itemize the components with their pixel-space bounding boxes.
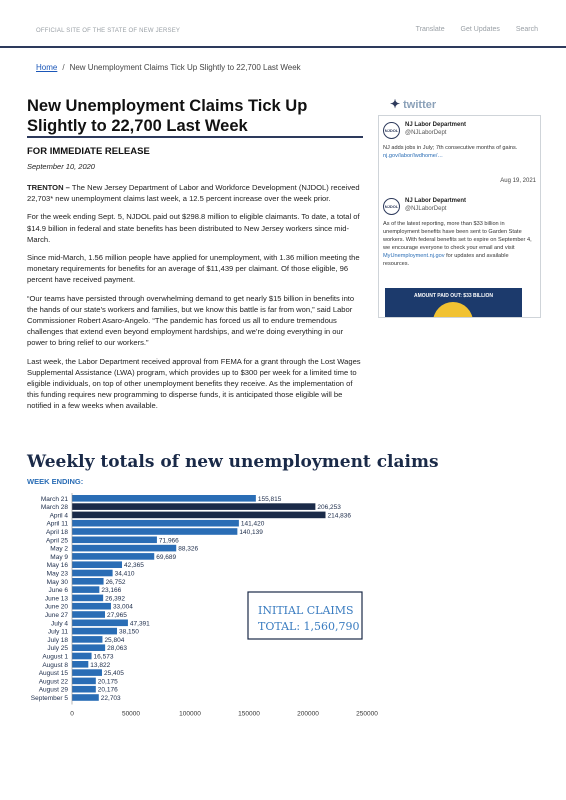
- bar: [72, 603, 111, 610]
- total-claims-line-1: INITIAL CLAIMS: [258, 604, 354, 617]
- bar: [72, 553, 154, 560]
- value-label: 34,410: [114, 570, 135, 578]
- value-label: 155,815: [257, 495, 282, 503]
- bar: [72, 678, 96, 685]
- official-site-label: OFFICIAL SITE OF THE STATE OF NEW JERSEY: [36, 28, 181, 34]
- category-label: May 2: [50, 545, 68, 553]
- value-label: 71,966: [158, 537, 179, 545]
- paragraph-4: “Our teams have persisted through overwhelming demand to get nearly $15 billion in benefits into the hands of our state’s workers and families, but we know this battle is far from won,” said Labor Commissioner Robert Asaro-Angelo. “The pandemic has forced us all to endure tremendous challenges that extend even beyond employment hardships, and we’re doing everything in our power to bring relief to our workers.”: [27, 293, 355, 348]
- value-label: 69,689: [156, 553, 177, 561]
- category-label: March 21: [40, 495, 68, 503]
- category-label: July 25: [47, 645, 68, 653]
- value-label: 88,326: [178, 545, 199, 553]
- category-label: April 4: [49, 512, 68, 520]
- dateline: TRENTON –: [27, 183, 70, 192]
- bar: [72, 528, 237, 535]
- tweet-author-name[interactable]: NJ Labor Department: [405, 198, 467, 204]
- category-label: June 13: [44, 595, 68, 603]
- bar: [72, 578, 104, 585]
- bar: [72, 669, 102, 676]
- value-label: 38,150: [119, 628, 139, 636]
- paragraph-5: Last week, the Labor Department received approval from FEMA for a grant through the Lost Wages Supplemental Assistance (LWA) program, which provides up to $300 per week for a limited time to eligible individuals, on top of other unemployment benefits they receive. As the implementation of this funding requires new programming to disperse funds, it is anticipated those eligible will be notified in a few weeks when available.: [27, 356, 361, 411]
- value-label: 206,253: [317, 504, 341, 512]
- category-label: July 18: [47, 636, 68, 644]
- x-tick-label: 50000: [121, 710, 141, 718]
- weekly-claims-chart: [0, 488, 400, 728]
- avatar: NJDOL: [383, 198, 400, 215]
- bar: [72, 537, 157, 544]
- tweet-author-name[interactable]: NJ Labor Department: [405, 122, 467, 128]
- bar: [72, 694, 99, 701]
- category-label: May 30: [46, 578, 68, 586]
- total-claims-line-2: TOTAL: 1,560,790: [258, 620, 360, 633]
- site-header: [0, 0, 566, 48]
- value-label: 25,804: [104, 636, 125, 644]
- bar: [72, 686, 96, 693]
- tweet-body-end: for updates and available resources.: [383, 253, 509, 267]
- value-label: 42,365: [123, 562, 144, 570]
- x-tick-label: 250000: [356, 710, 378, 718]
- bar: [72, 561, 122, 568]
- search-link[interactable]: Search: [515, 26, 538, 33]
- bar: [72, 503, 315, 510]
- bar: [72, 520, 239, 527]
- top-nav: [402, 26, 538, 33]
- category-label: August 8: [42, 661, 68, 669]
- tweet-text: [383, 220, 533, 268]
- bar: [72, 644, 105, 651]
- x-tick-label: 0: [70, 710, 74, 718]
- tweet-link[interactable]: nj.gov/labor/lwdhome/…: [383, 153, 444, 159]
- twitter-feed[interactable]: [378, 115, 541, 318]
- value-label: 214,836: [327, 512, 352, 520]
- tweet-author-handle[interactable]: @NJLaborDept: [405, 130, 447, 136]
- category-label: July 4: [51, 620, 68, 628]
- bar: [72, 495, 256, 502]
- category-label: August 15: [38, 670, 68, 678]
- category-label: April 11: [46, 520, 68, 528]
- breadcrumb-home-link[interactable]: Home: [36, 63, 58, 72]
- category-label: August 29: [38, 686, 68, 694]
- breadcrumb-current: New Unemployment Claims Tick Up Slightly to 22,700 Last Week: [69, 63, 301, 72]
- value-label: 27,965: [106, 612, 127, 619]
- tweet-text: [383, 144, 533, 160]
- x-tick-label: 150000: [238, 710, 260, 718]
- chart-heading: Weekly totals of new unemployment claims: [27, 452, 439, 472]
- breadcrumb: [36, 63, 301, 72]
- category-label: August 1: [42, 653, 68, 661]
- twitter-heading-text: twitter: [403, 99, 437, 111]
- twitter-bird-icon: ✦: [390, 97, 401, 111]
- bar: [72, 628, 117, 635]
- category-label: March 28: [40, 504, 68, 512]
- value-label: 25,405: [103, 670, 124, 678]
- category-label: May 9: [50, 553, 68, 561]
- paragraph-1-text: The New Jersey Department of Labor and Workforce Development (NJDOL) received 22,703* new unemployment claims last week, a 12.5 percent increase over the week prior.: [27, 183, 360, 204]
- value-label: 28,063: [107, 645, 128, 653]
- tweet-link[interactable]: MyUnemployment.nj.gov: [383, 253, 445, 259]
- category-label: July 11: [47, 628, 68, 636]
- value-label: 16,573: [93, 653, 114, 661]
- x-tick-label: 100000: [179, 710, 201, 718]
- value-label: 22,703: [100, 695, 121, 702]
- bar: [72, 586, 99, 593]
- category-label: September 5: [30, 695, 68, 702]
- bar: [72, 611, 105, 618]
- bar: [72, 661, 88, 668]
- value-label: 141,420: [240, 520, 265, 528]
- tweet-author-handle[interactable]: @NJLaborDept: [405, 206, 447, 212]
- twitter-heading: [390, 97, 436, 111]
- category-label: June 6: [48, 587, 68, 595]
- paragraph-2: For the week ending Sept. 5, NJDOL paid out $298.8 million to eligible claimants. To date, a total of $14.9 billion in federal and state benefits has been distributed to New Jersey workers since mid-March.: [27, 212, 360, 244]
- category-label: June 20: [44, 603, 68, 611]
- tweet-date: Aug 19, 2021: [500, 178, 536, 184]
- category-label: May 16: [46, 562, 68, 570]
- translate-link[interactable]: Translate: [415, 26, 445, 33]
- category-label: June 27: [44, 612, 68, 619]
- bar: [72, 512, 326, 519]
- bar: [72, 545, 176, 552]
- avatar: NJDOL: [383, 122, 400, 139]
- bar: [72, 620, 128, 627]
- release-label: FOR IMMEDIATE RELEASE: [27, 146, 150, 157]
- value-label: 23,166: [101, 587, 122, 595]
- paragraph-3: Since mid-March, 1.56 million people have applied for unemployment, with 1.36 million meeting the monetary requirements for benefits for an average of $11,439 per claimant. Of those eligible, 96 percent have received payment.: [27, 253, 360, 285]
- release-date: September 10, 2020: [27, 162, 95, 171]
- value-label: 26,752: [105, 578, 126, 586]
- value-label: 47,391: [129, 620, 150, 628]
- page-title: New Unemployment Claims Tick Up Slightly to 22,700 Last Week: [27, 97, 308, 135]
- article-body: [27, 182, 363, 419]
- value-label: 13,822: [90, 661, 111, 669]
- category-label: April 25: [45, 537, 68, 545]
- tweet-body: NJ adds jobs in July; 7th consecutive months of gains.: [383, 145, 518, 151]
- bar: [72, 570, 113, 577]
- tweet-image[interactable]: [385, 288, 522, 318]
- category-label: May 23: [46, 570, 68, 578]
- tweet-image-pie: [433, 302, 473, 318]
- bar: [72, 653, 92, 660]
- week-ending-label: WEEK ENDING:: [27, 477, 84, 486]
- value-label: 20,175: [97, 678, 118, 686]
- value-label: 26,392: [105, 595, 126, 603]
- get-updates-link[interactable]: Get Updates: [460, 26, 500, 33]
- breadcrumb-separator: /: [62, 63, 65, 72]
- category-label: August 22: [38, 678, 68, 686]
- bar: [72, 595, 103, 602]
- value-label: 33,004: [112, 603, 133, 611]
- value-label: 140,139: [239, 529, 263, 536]
- x-tick-label: 200000: [297, 710, 319, 718]
- title-divider: [27, 136, 363, 138]
- tweet-body: As of the latest reporting, more than $33 billion in unemployment benefits have been sent to Garden State workers. With federal benefits set to expire on September 4, we encourage everyone to check your email and visit: [383, 221, 532, 251]
- tweet-image-label: AMOUNT PAID OUT: $33 BILLION: [413, 293, 494, 299]
- value-label: 20,176: [97, 686, 118, 694]
- category-label: April 18: [45, 529, 68, 536]
- paragraph-1: [27, 182, 363, 204]
- bar: [72, 636, 102, 643]
